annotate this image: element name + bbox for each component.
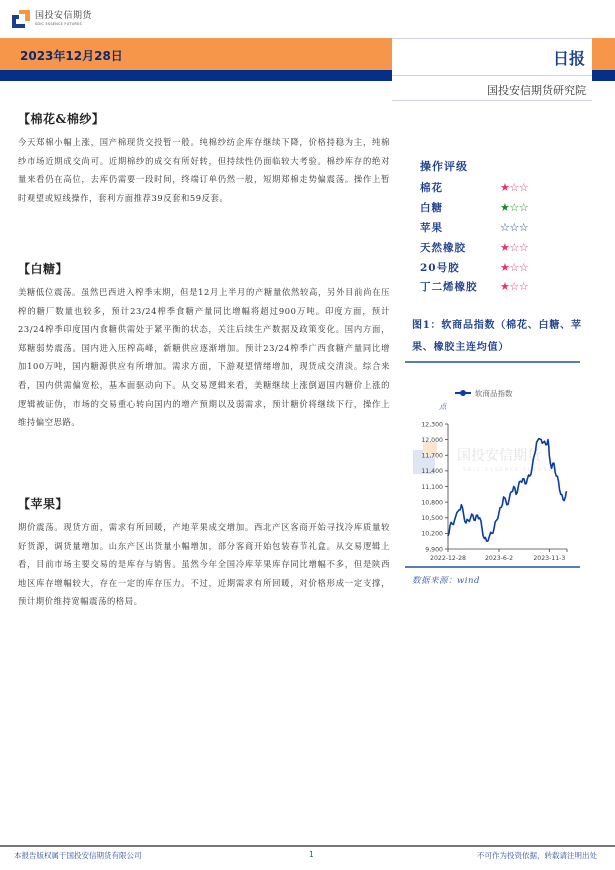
- y-tick-label: 12,000: [421, 436, 443, 444]
- rating-row: [420, 237, 600, 257]
- section-apple: [18, 495, 390, 611]
- footer-rule: [0, 845, 615, 847]
- rating-stars-icon: ★☆☆: [500, 181, 529, 195]
- rating-commodity-name: 20号胶: [420, 261, 460, 274]
- rating-commodity-name: 天然橡胶: [420, 241, 466, 254]
- svg-text:SDIC ESSENCE FUTURES: SDIC ESSENCE FUTURES: [463, 468, 559, 473]
- section-title: 【棉花&棉纱】: [18, 112, 105, 126]
- rating-commodity-name: 丁二烯橡胶: [420, 281, 478, 294]
- y-tick-label: 11,100: [421, 483, 443, 491]
- title-rule: [392, 75, 592, 76]
- rating-row: [420, 178, 600, 198]
- section-body: 美糖低位震荡。虽然巴西进入榨季末期，但是12月上半月的产糖量依然较高，另外目前尚在压榨的糖厂数量也较多，预计23/24榨季食糖产量同比增幅将超过900万吨。印度方面，预计23/24榨季印度国内食糖供需处于紧平衡的状态，关注后续生产数据及政策变化。国内方面，郑糖弱势震荡。国内进入压榨高峰，新糖供应逐渐增加。预计23/24榨季广西食糖产量同比增加100万吨，国内糖源供应有所增加。需求方面，下游观望情绪增加，现货成交清淡。综合来看，国内供需偏宽松，基本面驱动向下。从交易逻辑来看，美糖继续上涨倒逼国内糖价上涨的逻辑被证伪，市场的交易重心转向国内的增产预期以及弱需求，预计糖价将继续下行，操作上维持偏空思路。: [18, 287, 390, 428]
- y-axis-unit: 点: [439, 402, 447, 411]
- soft-commodity-index-chart: [405, 375, 580, 565]
- x-tick-label: 2023-6-2: [484, 555, 514, 562]
- rating-stars-icon: ★☆☆: [500, 201, 529, 215]
- y-tick-label: 10,200: [421, 530, 443, 538]
- logo-name-cn: 国投安信期货: [35, 10, 93, 21]
- y-tick-label: 11,700: [421, 452, 443, 460]
- section-body: 期价震荡。现货方面，需求有所回暖，产地苹果成交增加。西北产区客商开始寻找冷库质量较好货源，调货量增加。山东产区出货量小幅增加，部分客商开始包装春节礼盒。从交易逻辑上看，目前市场主要交易的是库存与销售。虽然今年全国冷库苹果库存同比增幅不多，但是陕西地区库存增幅较大，存在一定的库存压力。不过，近期需求有所回暖，对价格形成一定支撑，预计期价维持宽幅震荡的格局。: [18, 522, 390, 607]
- x-tick-label: 2022-12-28: [430, 555, 466, 562]
- logo-mark-icon: [12, 10, 30, 28]
- rating-row: [420, 257, 600, 277]
- figure-bottom-rule: [405, 566, 580, 568]
- svg-text:国投安信期货: 国投安信期货: [457, 448, 541, 464]
- operation-rating-panel: [420, 158, 600, 297]
- y-tick-label: 11,400: [421, 468, 443, 476]
- rating-stars-icon: ★☆☆: [500, 240, 529, 254]
- y-tick-label: 10,800: [421, 499, 443, 507]
- section-title: 【苹果】: [18, 497, 69, 511]
- rating-commodity-name: 棉花: [420, 182, 443, 195]
- logo-name-en: SDIC ESSENCE FUTURES: [35, 21, 82, 26]
- title-rule: [392, 100, 592, 101]
- rating-stars-icon: ★☆☆: [500, 280, 529, 294]
- rating-commodity-name: 苹果: [420, 221, 443, 234]
- footer-copyright: 本报告版权属于国投安信期货有限公司: [14, 851, 142, 860]
- title-rule: [392, 38, 592, 39]
- section-title: 【白糖】: [18, 262, 69, 276]
- rating-stars-icon: ☆☆☆: [500, 220, 529, 234]
- rating-commodity-name: 白糖: [420, 202, 443, 215]
- x-tick-label: 2023-11-3: [533, 555, 566, 562]
- page-number: 1: [309, 850, 314, 859]
- report-date: 2023年12月28日: [20, 49, 123, 63]
- footer-disclaimer: 不可作为投资依据，转载请注明出处: [477, 851, 597, 860]
- rating-row: [420, 277, 600, 297]
- legend-marker-icon: [460, 390, 466, 396]
- institute-name: 国投安信期货研究院: [487, 84, 586, 97]
- section-body: 今天郑棉小幅上涨，国产棉现货交投暂一般。纯棉纱纺企库存继续下降，价格持稳为主，纯棉纱市场近期成交尚可。近期棉纱的成交有所好转，但持续性仍面临较大考验。棉纱库存的绝对量来看仍在高位，去库仍需要一段时间，终端订单仍然一般，短期郑棉走势偏震荡。操作上暂时观望或短线操作，套利方面推荐39反套和59反套。: [18, 137, 390, 203]
- y-tick-label: 10,500: [421, 515, 443, 523]
- y-tick-label: 9,900: [425, 546, 443, 554]
- section-sugar: [18, 260, 390, 432]
- rating-title: 操作评级: [420, 160, 468, 173]
- section-cotton: [18, 110, 390, 207]
- report-type: 日报: [552, 49, 585, 68]
- company-logo: [12, 10, 92, 28]
- y-tick-label: 12,300: [421, 421, 443, 429]
- data-source: 数据来源：wind: [412, 576, 480, 586]
- legend-label: 软商品指数: [475, 389, 513, 398]
- rating-row: [420, 198, 600, 218]
- rating-row: [420, 218, 600, 238]
- figure-top-rule: [405, 361, 580, 363]
- figure-title: 图1：软商品指数（棉花、白糖、苹果、橡胶主连均值）: [412, 320, 582, 353]
- rating-stars-icon: ★☆☆: [500, 260, 529, 274]
